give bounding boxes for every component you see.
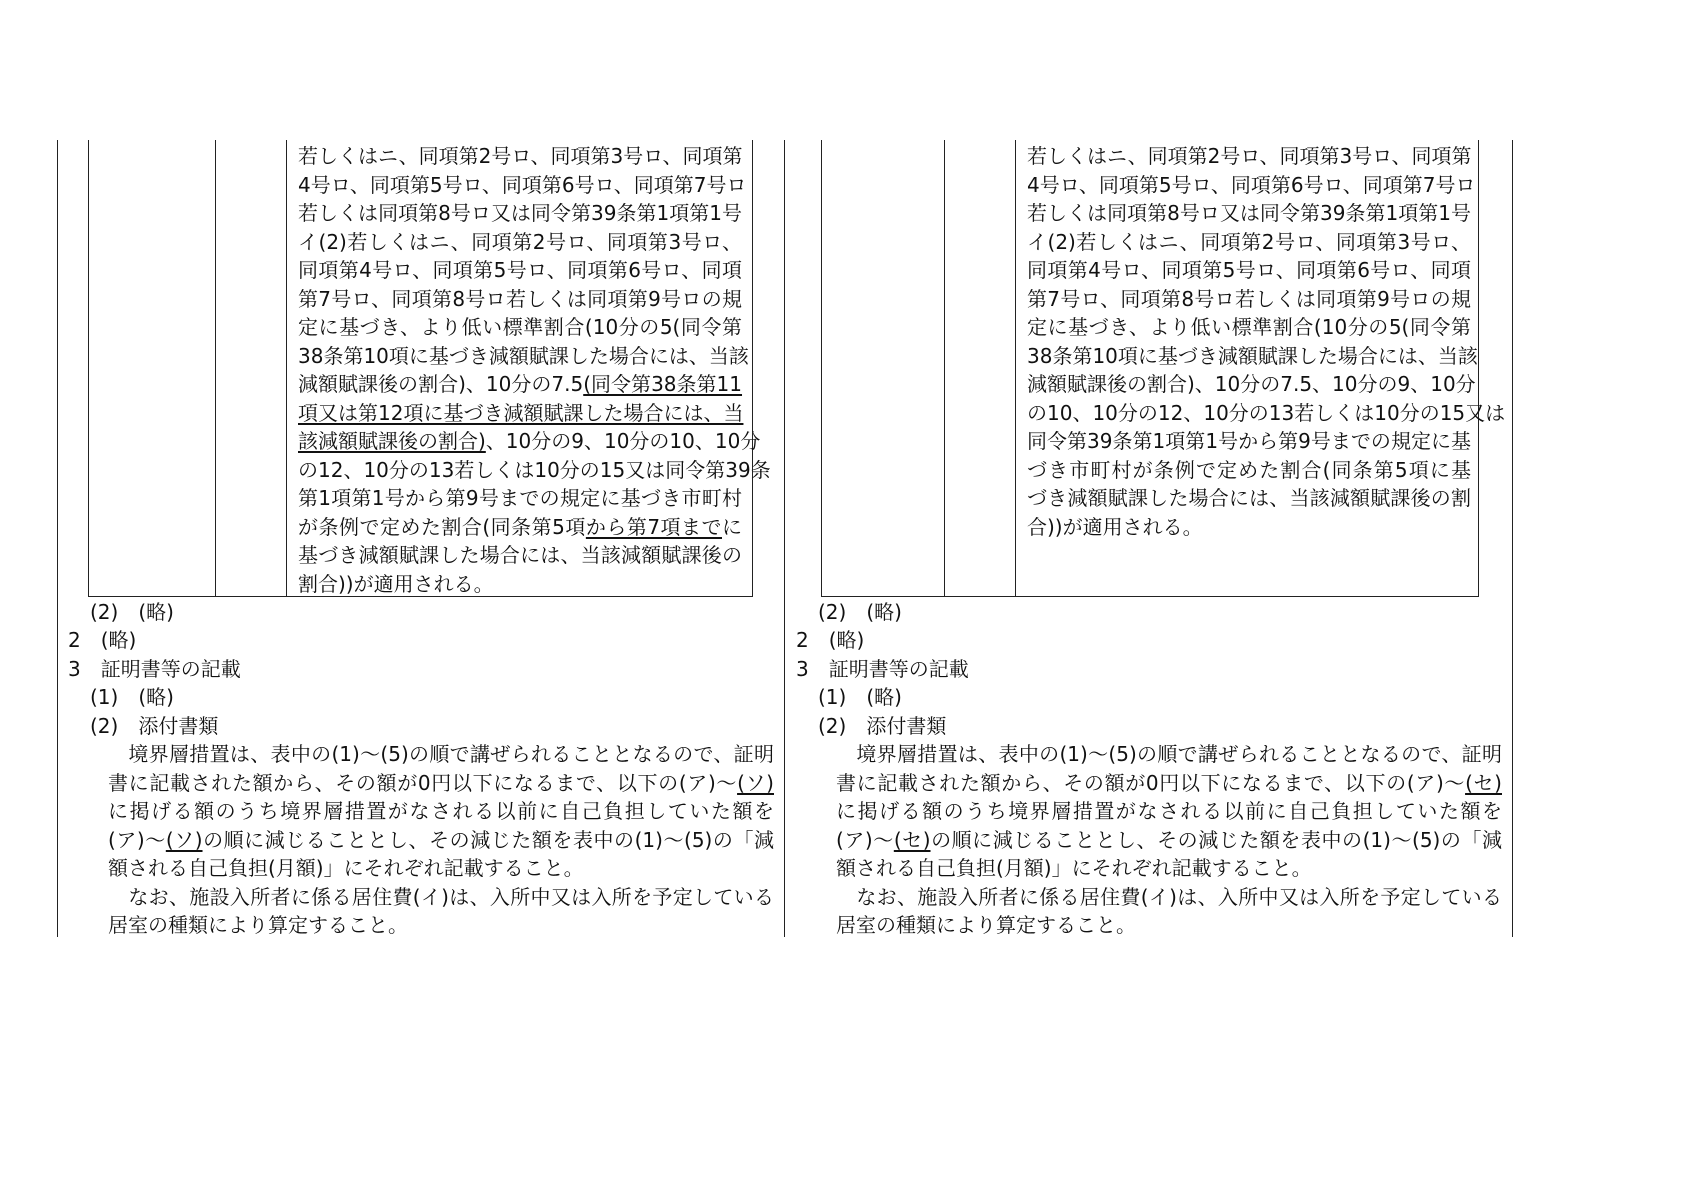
underlined-amendment: 該減額賦課後の割合) (298, 429, 486, 453)
text-segment: 境界層措置は、表中の(1)～(5)の順で講ぜられることとなるので、証明 (836, 742, 1502, 766)
text-line (108, 769, 774, 798)
text-segment: の12、10分の13若しくは10分の15又は同令第39条 (298, 457, 771, 482)
text-segment: づき市町村が条例で定めた割合(同条第5項に基 (1027, 457, 1471, 482)
text-segment: 書に記載された額から、その額が0円以下になるまで、以下の(ア)～ (836, 770, 1466, 795)
text-line (836, 854, 1502, 883)
text-segment: 減額賦課後の割合)、10分の7.5 (298, 372, 584, 396)
text-line (1027, 399, 1506, 428)
text-segment: 書に記載された額から、その額が0円以下になるまで、以下の(ア)～ (108, 770, 738, 795)
text-line (1027, 313, 1471, 342)
text-line (108, 911, 774, 940)
underlined-amendment: から第7項まで (585, 514, 722, 539)
section-3-heading: 3 証明書等の記載 (68, 657, 241, 681)
text-segment: イ(2)若しくはニ、同項第2号ロ、同項第3号ロ、 (298, 229, 742, 254)
text-segment: に掲げる額のうち境界層措置がなされる以前に自己負担していた額を (108, 799, 774, 823)
text-segment: づき減額賦課した場合には、当該減額賦課後の割 (1027, 486, 1471, 510)
text-line (298, 228, 742, 257)
table-border (821, 140, 822, 596)
table-border (944, 140, 945, 596)
text-line (298, 427, 761, 456)
text-line (1027, 228, 1471, 257)
text-segment: 38条第10項に基づき減額賦課した場合には、当該 (1027, 343, 1478, 368)
table-border (752, 140, 753, 596)
text-line (1027, 171, 1476, 200)
text-line (836, 911, 1502, 940)
text-segment: 同項第4号ロ、同項第5号ロ、同項第6号ロ、同項 (298, 258, 742, 282)
text-line (836, 883, 1502, 912)
text-line (1027, 427, 1471, 456)
table-border (88, 140, 89, 596)
text-segment: 額される自己負担(月額)」にそれぞれ記載すること。 (836, 856, 1312, 880)
text-segment: に掲げる額のうち境界層措置がなされる以前に自己負担していた額を (836, 799, 1502, 823)
text-segment: 第7号ロ、同項第8号ロ若しくは同項第9号ロの規 (1027, 286, 1471, 311)
table-border (821, 596, 1479, 597)
text-line (836, 826, 1502, 855)
text-line (298, 456, 771, 485)
text-segment: 若しくはニ、同項第2号ロ、同項第3号ロ、同項第 (1027, 144, 1472, 168)
text-line (1027, 513, 1471, 542)
text-line (836, 797, 1502, 826)
text-line (298, 484, 742, 513)
text-line (298, 570, 742, 599)
text-line (108, 883, 774, 912)
table-border (286, 140, 287, 596)
left-page-border (57, 140, 58, 937)
text-segment: 割合))が適用される。 (298, 571, 494, 596)
text-line (1027, 484, 1471, 513)
text-segment: (ア)～ (108, 827, 166, 852)
text-segment: 38条第10項に基づき減額賦課した場合には、当該 (298, 343, 749, 368)
text-segment: 若しくは同項第8号ロ又は同令第39条第1項第1号 (298, 201, 742, 225)
text-segment: に (722, 514, 742, 539)
text-line (1027, 256, 1471, 285)
item-1-omitted: (1) (略) (818, 685, 902, 709)
text-segment: 居室の種類により算定すること。 (836, 913, 1136, 937)
text-segment: 定に基づき、より低い標準割合(10分の5(同令第 (298, 315, 742, 339)
text-line (298, 370, 742, 399)
text-line (298, 541, 742, 570)
underlined-amendment: 項又は第12項に基づき減額賦課した場合には、当 (298, 400, 744, 425)
item-1-omitted: (1) (略) (90, 685, 174, 709)
text-segment: 第1項第1号から第9号までの規定に基づき市町村 (298, 486, 742, 510)
table-border (1015, 140, 1016, 596)
text-segment: 居室の種類により算定すること。 (108, 913, 408, 937)
text-line (836, 769, 1502, 798)
text-segment: の順に減じることとし、その減じた額を表中の(1)～(5)の「減 (930, 827, 1502, 852)
text-segment: 若しくは同項第8号ロ又は同令第39条第1項第1号 (1027, 201, 1471, 225)
underlined-amendment: (ソ) (165, 827, 203, 852)
item-2-omitted: (2) (略) (90, 600, 174, 624)
item-2-attachments: (2) 添付書類 (90, 714, 219, 738)
text-line (1027, 342, 1478, 371)
section-3-heading: 3 証明書等の記載 (796, 657, 969, 681)
underlined-amendment: (同令第38条第11 (583, 372, 743, 396)
text-segment: が条例で定めた割合(同条第5項 (298, 514, 586, 539)
section-2-omitted: 2 (略) (796, 628, 865, 652)
text-segment: 同項第4号ロ、同項第5号ロ、同項第6号ロ、同項 (1027, 258, 1471, 282)
text-segment: 定に基づき、より低い標準割合(10分の5(同令第 (1027, 315, 1471, 339)
text-segment: 、10分の9、10分の10、10分 (485, 429, 761, 453)
text-segment: 同令第39条第1項第1号から第9号までの規定に基 (1027, 429, 1471, 453)
text-line (1027, 142, 1471, 171)
text-line (836, 740, 1502, 769)
text-segment: イ(2)若しくはニ、同項第2号ロ、同項第3号ロ、 (1027, 229, 1471, 254)
text-segment: (ア)～ (836, 827, 894, 852)
text-segment: 第7号ロ、同項第8号ロ若しくは同項第9号ロの規 (298, 286, 742, 311)
section-2-omitted: 2 (略) (68, 628, 137, 652)
underlined-amendment: (セ) (893, 827, 931, 852)
text-line (1027, 285, 1471, 314)
item-2-omitted: (2) (略) (818, 600, 902, 624)
text-line (1027, 456, 1471, 485)
text-segment: 減額賦課後の割合)、10分の7.5、10分の9、10分 (1027, 372, 1476, 396)
text-line (1027, 370, 1476, 399)
text-line (298, 342, 749, 371)
table-border (1478, 140, 1479, 596)
text-segment: 4号ロ、同項第5号ロ、同項第6号ロ、同項第7号ロ (298, 172, 747, 197)
text-line (108, 854, 774, 883)
text-line (298, 256, 742, 285)
right-page-border (1512, 140, 1513, 937)
text-segment: 額される自己負担(月額)」にそれぞれ記載すること。 (108, 856, 584, 880)
text-segment: の10、10分の12、10分の13若しくは10分の15又は (1027, 400, 1506, 425)
text-line (298, 513, 742, 542)
center-divider (784, 140, 785, 937)
text-segment: の順に減じることとし、その減じた額を表中の(1)～(5)の「減 (202, 827, 774, 852)
table-border (215, 140, 216, 596)
text-line (108, 740, 774, 769)
text-line (1027, 199, 1471, 228)
text-segment: 4号ロ、同項第5号ロ、同項第6号ロ、同項第7号ロ (1027, 172, 1476, 197)
text-segment: なお、施設入所者に係る居住費(イ)は、入所中又は入所を予定している (108, 884, 774, 909)
text-line (298, 399, 742, 428)
text-segment: なお、施設入所者に係る居住費(イ)は、入所中又は入所を予定している (836, 884, 1502, 909)
text-segment: 境界層措置は、表中の(1)～(5)の順で講ぜられることとなるので、証明 (108, 742, 774, 766)
text-segment: 合))が適用される。 (1027, 514, 1203, 539)
underlined-amendment: (セ) (1465, 770, 1502, 795)
text-line (298, 313, 742, 342)
text-segment: 基づき減額賦課した場合には、当該減額賦課後の (298, 543, 742, 567)
text-line (298, 142, 742, 171)
text-line (108, 826, 774, 855)
text-line (298, 199, 742, 228)
text-line (108, 797, 774, 826)
text-line (298, 285, 742, 314)
item-2-attachments: (2) 添付書類 (818, 714, 947, 738)
underlined-amendment: (ソ) (737, 770, 774, 795)
text-line (298, 171, 747, 200)
text-segment: 若しくはニ、同項第2号ロ、同項第3号ロ、同項第 (298, 144, 743, 168)
